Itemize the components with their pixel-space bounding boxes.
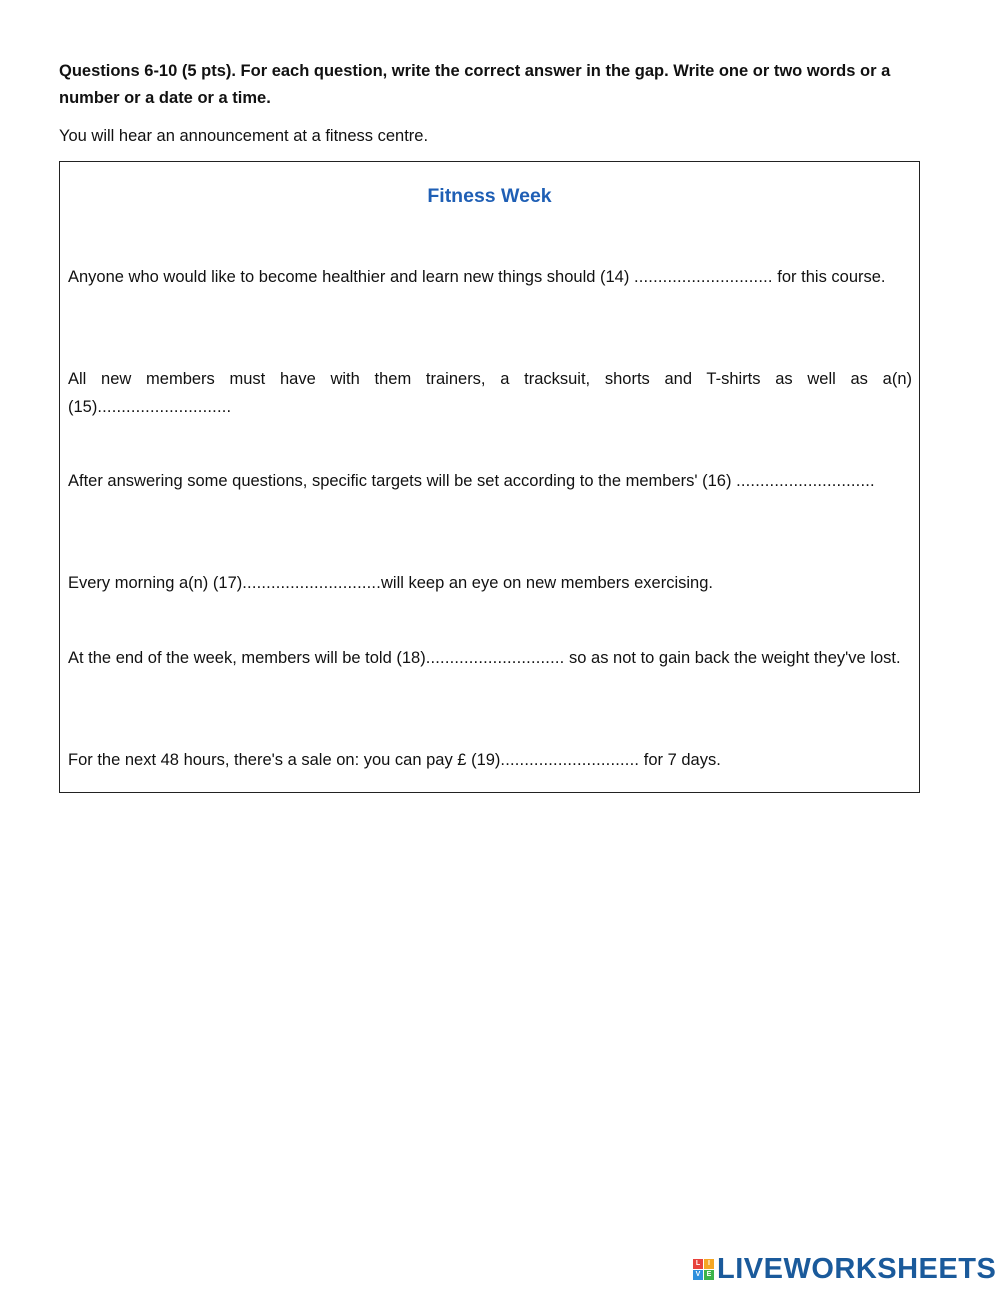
item-text-before: At the end of the week, members will be told bbox=[68, 649, 392, 667]
answer-gap-17[interactable]: ............................. bbox=[242, 574, 381, 592]
liveworksheets-logo[interactable] bbox=[693, 1252, 996, 1286]
gap-item-18 bbox=[68, 644, 912, 672]
answer-gap-15[interactable]: ............................ bbox=[97, 398, 232, 416]
logo-mark-cell: V bbox=[693, 1270, 703, 1280]
item-text-after: will keep an eye on new members exercising. bbox=[381, 574, 713, 592]
logo-mark-icon bbox=[693, 1259, 714, 1280]
intro-text: You will hear an announcement at a fitness centre. bbox=[59, 127, 429, 145]
box-title: Fitness Week bbox=[427, 185, 552, 207]
item-text-before: Anyone who would like to become healthier and learn new things should bbox=[68, 268, 596, 286]
answer-gap-18[interactable]: ............................. bbox=[425, 649, 565, 667]
gap-item-16 bbox=[68, 467, 912, 495]
logo-mark-cell: I bbox=[704, 1259, 714, 1269]
item-number: (18) bbox=[396, 649, 426, 667]
item-number: (17) bbox=[212, 574, 243, 592]
item-text-after: for this course. bbox=[777, 268, 886, 286]
answer-gap-14[interactable]: ............................. bbox=[633, 268, 773, 286]
item-number: (16) bbox=[702, 472, 732, 490]
gap-item-15 bbox=[68, 365, 912, 421]
item-text-before: For the next 48 hours, there's a sale on: you can pay £ bbox=[68, 751, 467, 769]
answer-gap-16[interactable]: ............................. bbox=[736, 472, 875, 490]
item-number: (14) bbox=[600, 268, 630, 286]
item-number: (15) bbox=[68, 398, 98, 416]
logo-mark-cell: L bbox=[693, 1259, 703, 1269]
item-text-before: All new members must have with them trainers, a tracksuit, shorts and T-shirts as well as a(n) bbox=[68, 370, 912, 388]
logo-mark-cell: E bbox=[704, 1270, 714, 1280]
item-text-after: so as not to gain back the weight they've lost. bbox=[569, 649, 901, 667]
fitness-week-box bbox=[59, 161, 920, 793]
item-text-before: Every morning a(n) bbox=[68, 574, 209, 592]
gap-item-14 bbox=[68, 263, 912, 291]
gap-item-17 bbox=[68, 569, 912, 597]
logo-text: LIVEWORKSHEETS bbox=[717, 1252, 997, 1285]
answer-gap-19[interactable]: ............................. bbox=[500, 751, 640, 769]
gap-item-19 bbox=[68, 746, 912, 774]
instructions: Questions 6-10 (5 pts). For each question, write the correct answer in the gap. Write one or two words or a number or a date or a time. bbox=[59, 62, 891, 107]
item-text-before: After answering some questions, specific targets will be set according to the members' bbox=[68, 472, 698, 490]
item-number: (19) bbox=[471, 751, 501, 769]
item-text-after: for 7 days. bbox=[643, 751, 721, 769]
